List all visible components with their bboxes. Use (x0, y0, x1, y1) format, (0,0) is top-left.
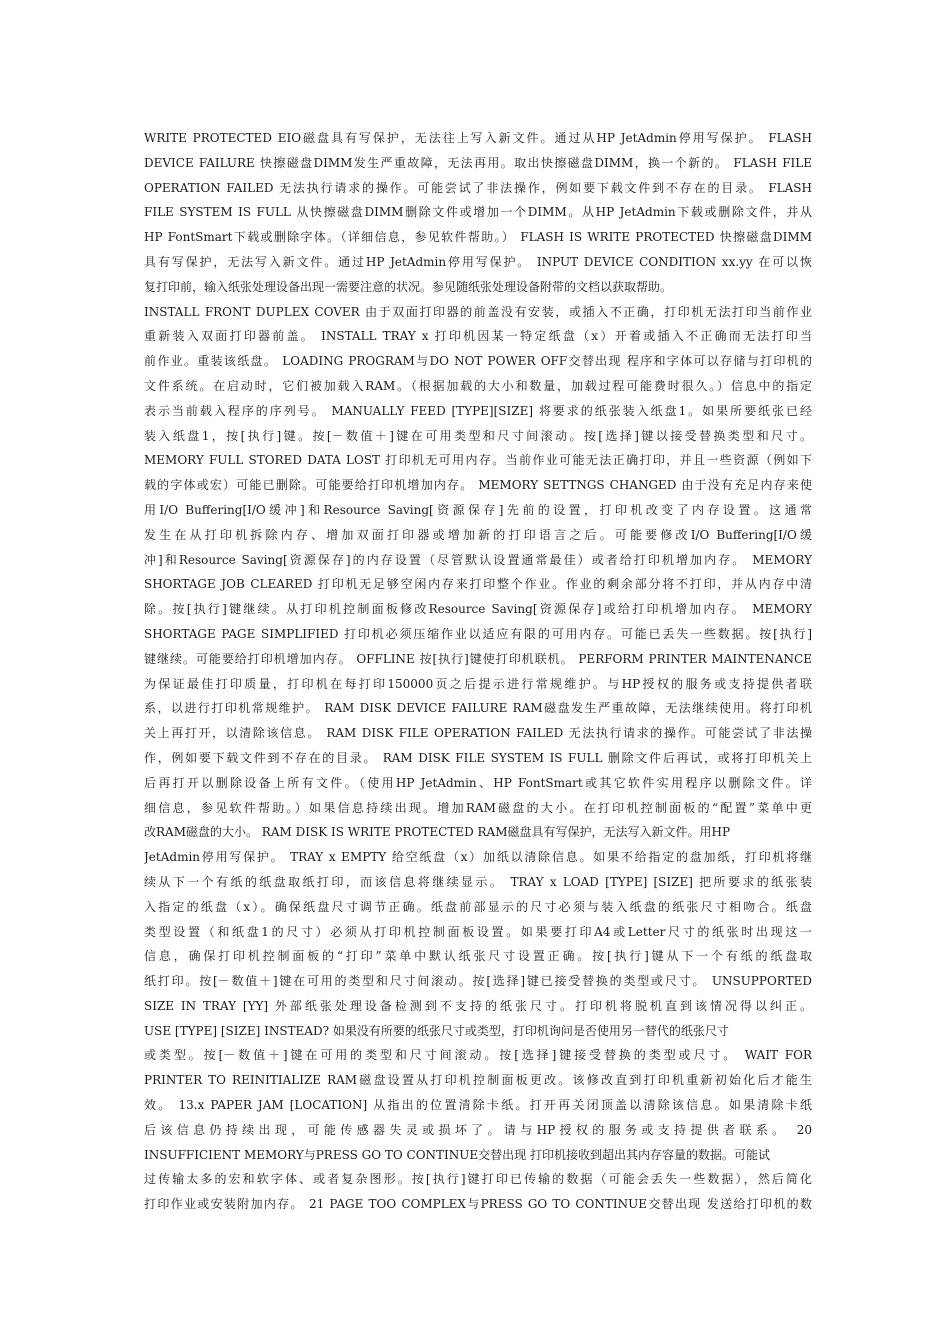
text-line: 发生在从打印机拆除内存、增加双面打印器或增加新的打印语言之后。可能要修改I/O Buffering[I/O缓 (144, 527, 812, 542)
text-line: 表示当前载入程序的序列号。 MANUALLY FEED [TYPE][SIZE] 将要求的纸张装入纸盘1。如果所要纸张已经 (144, 403, 812, 418)
text-line: 载的字体或宏）可能已删除。可能要给打印机增加内存。 MEMORY SETTNGS CHANGED 由于没有充足内存来使 (144, 478, 812, 493)
text-line: 打印作业或安装附加内存。 21 PAGE TOO COMPLEX与PRESS GO TO CONTINUE交替出现 发送给打印机的数 (144, 1197, 812, 1212)
text-line: HP FontSmart下载或删除字体。（详细信息，参见软件帮助。） FLASH IS WRITE PROTECTED 快擦磁盘DIMM (144, 230, 812, 245)
text-line: 作，例如要下载文件到不存在的目录。 RAM DISK FILE SYSTEM IS FULL 删除文件后再试，或将打印机关上 (144, 750, 812, 765)
text-line: 类型设置（和纸盘1的尺寸）必须从打印机控制面板设置。如果要打印A4或Letter尺寸的纸张时出现这一 (144, 924, 812, 939)
text-line: SHORTAGE JOB CLEARED 打印机无足够空闲内存来打印整个作业。作业的剩余部分将不打印，并从内存中清 (144, 577, 812, 592)
text-line: 文件系统。在启动时，它们被加载入RAM。（根据加载的大小和数量，加载过程可能费时很久。）信息中的指定 (144, 378, 812, 393)
text-line: 后该信息仍持续出现，可能传感器失灵或损坏了。请与HP授权的服务或支持提供者联系。 20 (144, 1122, 812, 1137)
text-line: 细信息，参见软件帮助。）如果信息持续出现。增加RAM磁盘的大小。在打印机控制面板的“配置”菜单中更 (144, 800, 812, 815)
text-line: 为保证最佳打印质量，打印机在每打印150000页之后提示进行常规维护。与HP授权的服务或支持提供者联 (144, 676, 812, 691)
text-line: OPERATION FAILED 无法执行请求的操作。可能尝试了非法操作，例如要下载文件到不存在的目录。 FLASH (144, 180, 812, 195)
text-line: 关上再打开，以清除该信息。 RAM DISK FILE OPERATION FAILED 无法执行请求的操作。可能尝试了非法操 (144, 726, 812, 741)
text-line: 或类型。按[－数值＋]键在可用的类型和尺寸间滚动。按[选择]键接受替换的类型或尺寸。 WAIT FOR (144, 1048, 812, 1063)
text-line: 前作业。重装该纸盘。 LOADING PROGRAM与DO NOT POWER OFF交替出现 程序和字体可以存储与打印机的 (144, 354, 812, 369)
text-line: JetAdmin停用写保护。 TRAY x EMPTY 给空纸盘（x）加纸以清除信息。如果不给指定的盘加纸，打印机将继 (144, 850, 812, 865)
text-line: USE [TYPE] [SIZE] INSTEAD? 如果没有所要的纸张尺寸或类型，打印机询问是否使用另一替代的纸张尺寸 (144, 1023, 729, 1038)
text-line: WRITE PROTECTED EIO磁盘具有写保护，无法往上写入新文件。通过从HP JetAdmin停用写保护。 FLASH (144, 131, 812, 145)
text-line: 除。按[执行]键继续。从打印机控制面板修改Resource Saving[资源保存]或给打印机增加内存。 MEMORY (144, 602, 812, 617)
text-line: INSTALL FRONT DUPLEX COVER 由于双面打印器的前盖没有安装，或插入不正确，打印机无法打印当前作业 (144, 304, 812, 319)
text-line: 过传输太多的宏和软字体、或者复杂图形。按[执行]键打印已传输的数据（可能会丢失一些数据），然后简化 (144, 1172, 812, 1187)
text-line: 入指定的纸盘（x）。确保纸盘尺寸调节正确。纸盘前部显示的尺寸必须与装入纸盘的纸张尺寸相吻合。纸盘 (144, 899, 812, 914)
text-line: 冲]和Resource Saving[资源保存]的内存设置（尽管默认设置通常最佳）或者给打印机增加内存。 MEMORY (144, 552, 812, 567)
text-line: 纸打印。按[－数值＋]键在可用的类型和尺寸间滚动。按[选择]键已接受替换的类型或尺寸。 UNSUPPORTED (144, 974, 812, 989)
text-line: 具有写保护，无法写入新文件。通过HP JetAdmin停用写保护。 INPUT DEVICE CONDITION xx.yy 在可以恢 (144, 254, 812, 269)
text-line: INSUFFICIENT MEMORY与PRESS GO TO CONTINUE交替出现 打印机接收到超出其内存容量的数据。可能试 (144, 1147, 770, 1162)
text-line: 续从下一个有纸的纸盘取纸打印，而该信息将继续显示。 TRAY x LOAD [TYPE] [SIZE] 把所要求的纸张装 (144, 874, 812, 889)
text-line: SIZE IN TRAY [YY] 外部纸张处理设备检测到不支持的纸张尺寸。打印机将脱机直到该情况得以纠正。 (144, 998, 812, 1013)
text-line: 重新装入双面打印器前盖。 INSTALL TRAY x 打印机因某一特定纸盘（x）开着或插入不正确而无法打印当 (144, 329, 812, 344)
text-line: 用I/O Buffering[I/O缓冲]和Resource Saving[资源保存]先前的设置，打印机改变了内存设置。这通常 (144, 502, 812, 517)
text-line: 系，以进行打印机常规维护。 RAM DISK DEVICE FAILURE RAM磁盘发生严重故障，无法继续使用。将打印机 (144, 701, 812, 716)
text-line: 效。 13.x PAPER JAM [LOCATION] 从指出的位置清除卡纸。打开再关闭顶盖以清除该信息。如果清除卡纸 (144, 1098, 812, 1113)
body-text (144, 126, 812, 1217)
text-line: 装入纸盘1，按[执行]键。按[－数值＋]键在可用类型和尺寸间滚动。按[选择]键以接受替换类型和尺寸。 (144, 428, 812, 443)
text-line: PRINTER TO REINITIALIZE RAM磁盘设置从打印机控制面板更改。该修改直到打印机重新初始化后才能生 (144, 1073, 812, 1088)
text-line: 后再打开以删除设备上所有文件。（使用HP JetAdmin、HP FontSmart或其它软件实用程序以删除文件。详 (144, 775, 812, 790)
text-line: 复打印前，输入纸张处理设备出现一需要注意的状况。参见随纸张处理设备附带的文档以获取帮助。 (144, 279, 673, 294)
text-line: FILE SYSTEM IS FULL 从快擦磁盘DIMM删除文件或增加一个DIMM。从HP JetAdmin下载或删除文件，并从 (144, 205, 812, 220)
text-line: MEMORY FULL STORED DATA LOST 打印机无可用内存。当前作业可能无法正确打印，并且一些资源（例如下 (144, 453, 812, 468)
text-line: 信息，确保打印机控制面板的“打印”菜单中默认纸张尺寸设置正确。按[执行]键从下一个有纸的纸盘取 (144, 949, 812, 964)
text-line: 键继续。可能要给打印机增加内存。 OFFLINE 按[执行]键使打印机联机。 PERFORM PRINTER MAINTENANCE (144, 651, 812, 666)
text-line: SHORTAGE PAGE SIMPLIFIED 打印机必须压缩作业以适应有限的可用内存。可能已丢失一些数据。按[执行] (144, 626, 812, 641)
text-line: 改RAM磁盘的大小。 RAM DISK IS WRITE PROTECTED RAM磁盘具有写保护，无法写入新文件。用HP (144, 825, 731, 840)
text-line: DEVICE FAILURE 快擦磁盘DIMM发生严重故障，无法再用。取出快擦磁盘DIMM，换一个新的。 FLASH FILE (144, 155, 812, 170)
